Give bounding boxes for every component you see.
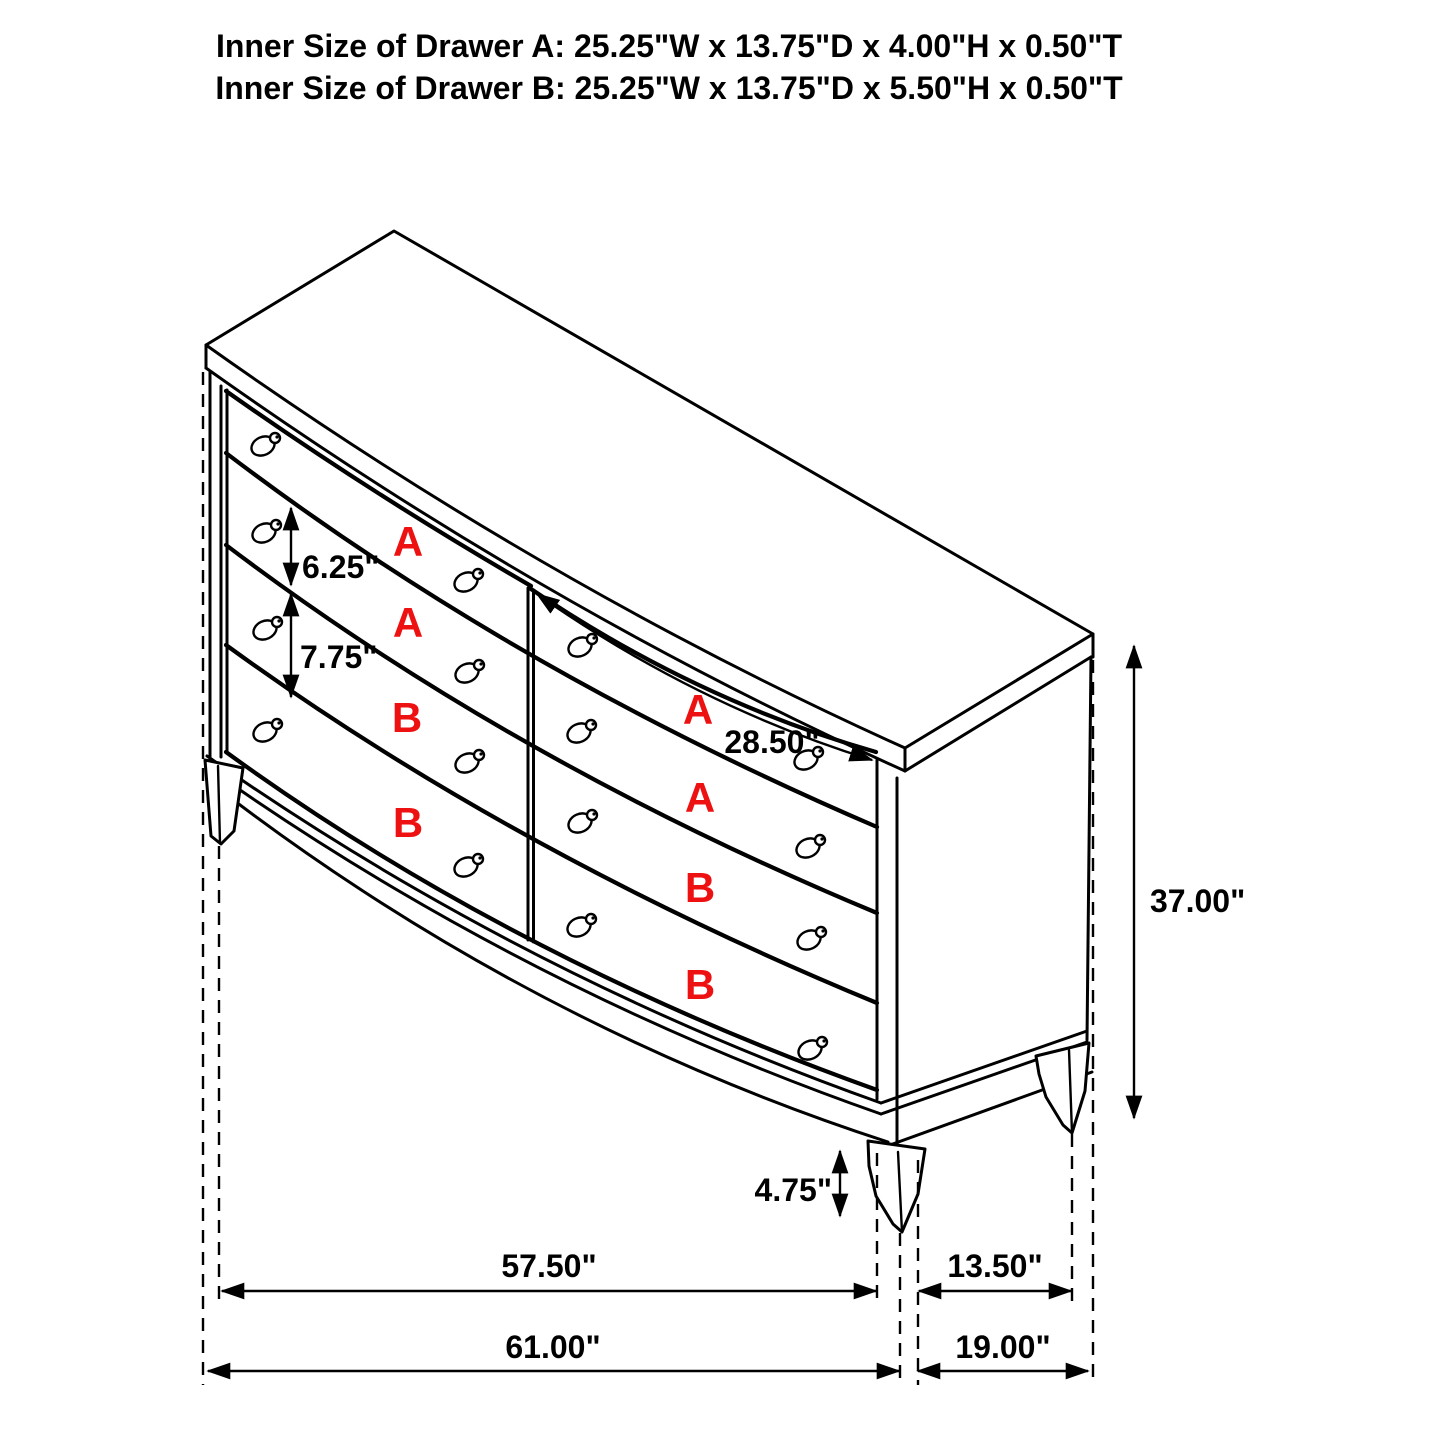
dimension-label-front-leg-spacing: 57.50" <box>501 1248 597 1284</box>
diagram-title <box>215 28 1123 106</box>
drawer-knob <box>565 810 597 836</box>
dimension-leg-height <box>755 1151 840 1216</box>
dimension-label-drawer-opening-width: 28.50" <box>724 724 820 760</box>
dimension-label-leg-height: 4.75" <box>754 1172 832 1208</box>
drawer-label-right-4: B <box>684 961 716 1008</box>
dresser-top-board <box>206 231 1093 771</box>
drawer-knob <box>452 750 484 776</box>
dimension-label-overall-width: 61.00" <box>505 1329 601 1365</box>
drawer-knob <box>793 835 825 861</box>
dimension-label-overall-height: 37.00" <box>1150 883 1246 919</box>
drawer-knob <box>564 720 596 746</box>
drawer-knob <box>794 927 826 953</box>
side-back-edge <box>1087 657 1091 1040</box>
dimension-overall-depth <box>918 1329 1088 1371</box>
drawer-label-right-3: B <box>684 864 716 911</box>
drawer-knob <box>564 914 596 940</box>
drawer-label-right-2: A <box>684 774 716 821</box>
drawer-label-left-3: B <box>391 694 423 741</box>
drawer-knob <box>452 660 484 686</box>
drawer-label-left-2: A <box>392 599 424 646</box>
dimension-label-drawer-b-height: 7.75" <box>300 639 378 675</box>
rear-right-leg <box>1036 1043 1089 1133</box>
dimension-side-leg-spacing <box>919 1248 1071 1291</box>
drawer-label-left-1: A <box>392 518 424 565</box>
drawer-knob <box>451 854 483 880</box>
drawer-knob <box>250 719 282 745</box>
dimension-label-drawer-a-height: 6.25" <box>302 549 380 585</box>
drawer-knob <box>248 433 280 459</box>
dimension-overall-width <box>208 1329 899 1371</box>
dimension-drawer-a-height <box>291 508 379 585</box>
drawer-knob <box>451 569 483 595</box>
front-left-leg <box>205 760 243 844</box>
dimension-label-side-leg-spacing: 13.50" <box>947 1248 1043 1284</box>
dimension-front-leg-spacing <box>222 1248 876 1291</box>
drawer-knob <box>565 634 597 660</box>
dimension-drawer-b-height <box>291 594 377 697</box>
drawer-label-left-4: B <box>392 799 424 846</box>
dimension-label-overall-depth: 19.00" <box>955 1329 1051 1365</box>
drawer-knob <box>250 617 282 643</box>
title-line-1: Inner Size of Drawer A: 25.25"W x 13.75"D x 4.00"H x 0.50"T <box>215 28 1123 64</box>
drawer-knob <box>249 520 281 546</box>
title-line-2: Inner Size of Drawer B: 25.25"W x 13.75"D x 5.50"H x 0.50"T <box>215 70 1123 106</box>
dimension-overall-height <box>1134 646 1245 1118</box>
drawer-label-right-1: A <box>682 686 714 733</box>
front-bottom-rail-bottom <box>207 767 881 1114</box>
row-4-bottom-gap-curve <box>226 752 877 1090</box>
